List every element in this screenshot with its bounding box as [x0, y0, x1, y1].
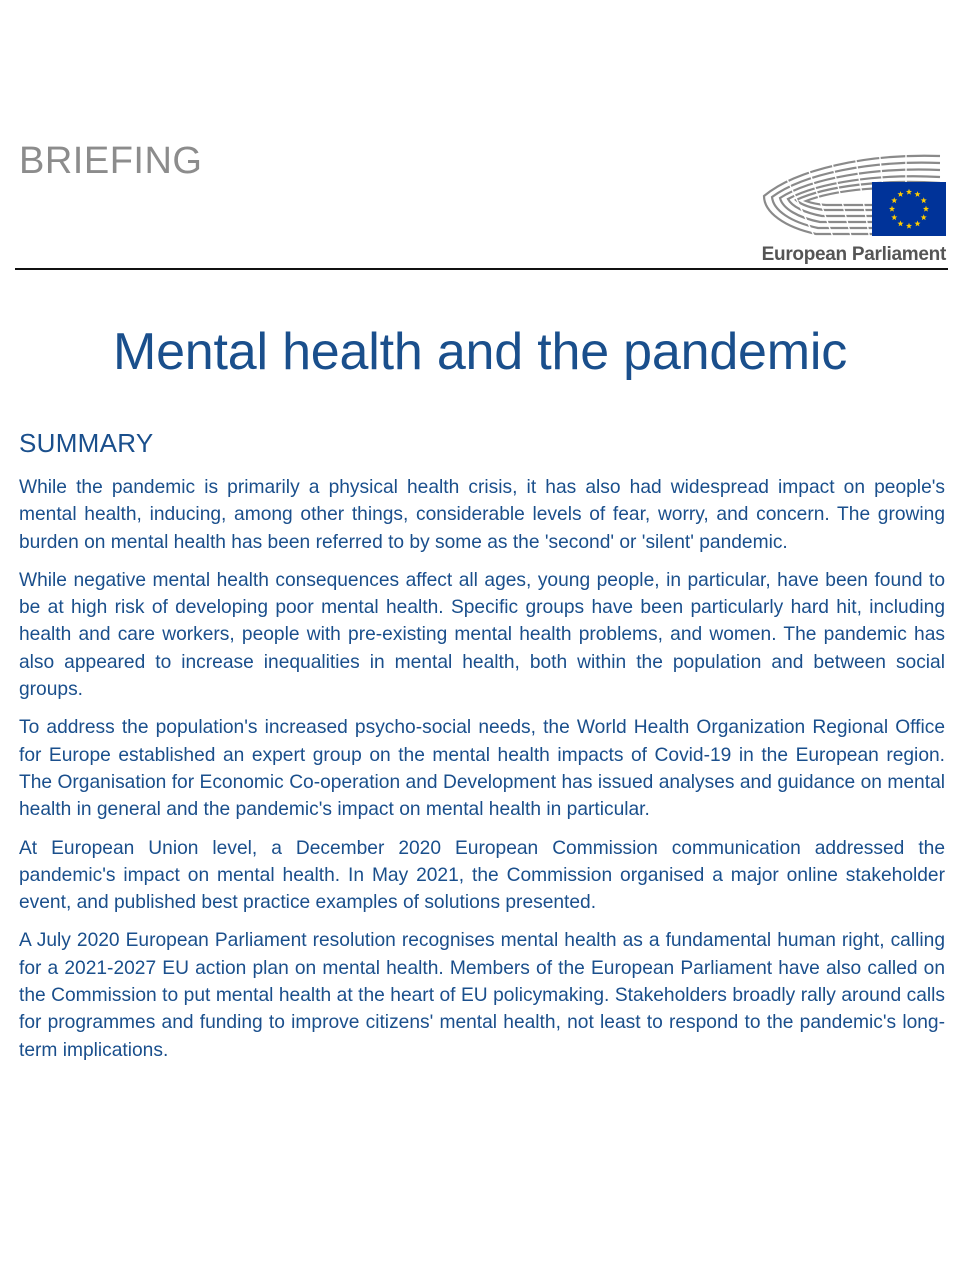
european-parliament-logo [756, 136, 948, 272]
briefing-label: BRIEFING [19, 140, 203, 182]
summary-paragraph: At European Union level, a December 2020 European Commission communication addressed the pandemic's impact on mental health. In May 2021, the Commission organised a major online stakeholder event, and published best practice examples of solutions presented. [19, 837, 945, 914]
hemicycle-flag-icon [756, 136, 948, 246]
european-parliament-wordmark: European Parliament [761, 244, 946, 265]
header-divider [15, 268, 948, 270]
summary-paragraph: While negative mental health consequences affect all ages, young people, in particular, have been found to be at high risk of developing poor mental health. Specific groups have been particularly hard hit, including health and care workers, people with pre-existing mental health problems, and women. The pandemic has also appeared to increase inequalities in mental health, both within the population and between social groups. [19, 569, 945, 701]
summary-body [19, 474, 945, 1075]
summary-heading: SUMMARY [19, 428, 154, 458]
page-title: Mental health and the pandemic [112, 323, 848, 381]
summary-paragraph: While the pandemic is primarily a physical health crisis, it has also had widespread impact on people's mental health, inducing, among other things, considerable levels of fear, worry, and concern. The growing burden on mental health has been referred to by some as the 'second' or 'silent' pandemic. [19, 477, 945, 553]
summary-paragraph: A July 2020 European Parliament resolution recognises mental health as a fundamental human right, calling for a 2021-2027 EU action plan on mental health. Members of the European Parliament have also called on the Commission to put mental health at the heart of EU policymaking. Stakeholders broadly rally around calls for programmes and funding to improve citizens' mental health, not least to respond to the pandemic's long-term implications. [19, 930, 945, 1061]
summary-paragraph: To address the population's increased psycho-social needs, the World Health Organization Regional Office for Europe established an expert group on the mental health impacts of Covid-19 in the European region. The Organisation for Economic Co-operation and Development has issued analyses and guidance on mental health in general and the pandemic's impact on mental health in particular. [19, 717, 945, 821]
